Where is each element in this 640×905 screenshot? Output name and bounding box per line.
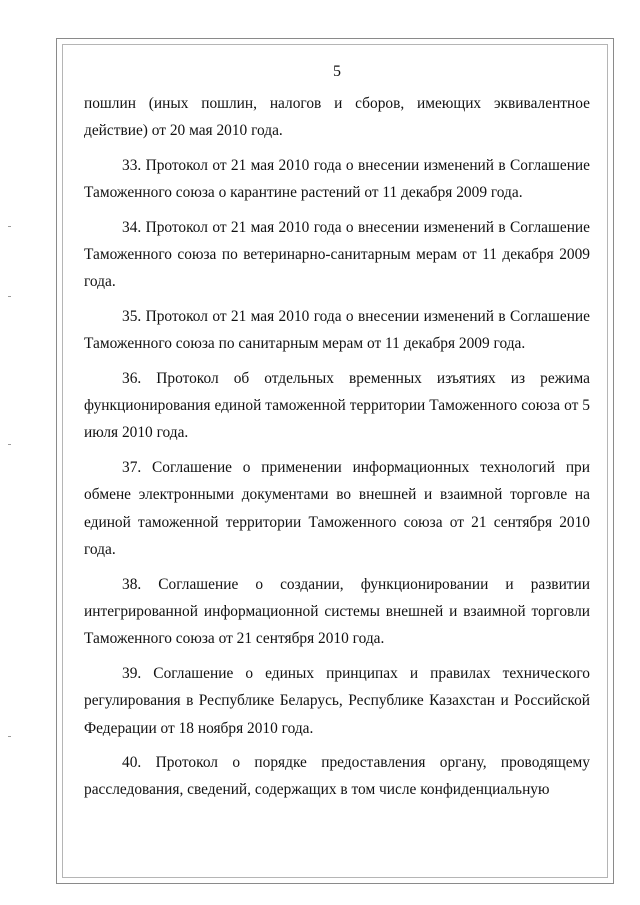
paragraph-item-40: 40. Протокол о порядке предоставления органу, проводящему расследования, сведений, содержащих в том числе конфиденциальную — [84, 753, 590, 799]
margin-mark — [8, 226, 11, 227]
document-body — [84, 62, 590, 811]
margin-mark — [8, 736, 11, 737]
page-number: 5 — [333, 63, 341, 80]
paragraph-continuation: пошлин (иных пошлин, налогов и сборов, имеющих эквивалентное действие) от 20 мая 2010 года. — [84, 95, 590, 140]
paragraph-item-37: 37. Соглашение о применении информационных технологий при обмене электронными документами во внешней и взаимной торговле на единой таможенной территории Таможенного союза от 21 сентября 2010 года. — [84, 458, 590, 559]
margin-mark — [8, 444, 11, 445]
margin-mark — [8, 296, 11, 297]
paragraph-item-35: 35. Протокол от 21 мая 2010 года о внесении изменений в Соглашение Таможенного союза по санитарным мерам от 11 декабря 2009 года. — [84, 307, 590, 353]
paragraph-item-33: 33. Протокол от 21 мая 2010 года о внесении изменений в Соглашение Таможенного союза о карантине растений от 11 декабря 2009 года. — [84, 156, 590, 202]
paragraph-item-34: 34. Протокол от 21 мая 2010 года о внесении изменений в Соглашение Таможенного союза по ветеринарно-санитарным мерам от 11 декабря 2009 года. — [84, 218, 590, 291]
paragraph-item-38: 38. Соглашение о создании, функционировании и развитии интегрированной информационной системы внешней и взаимной торговли Таможенного союза от 21 сентября 2010 года. — [84, 575, 590, 648]
paragraph-item-39: 39. Соглашение о единых принципах и правилах технического регулирования в Республике Беларусь, Республике Казахстан и Российской Федерации от 18 ноября 2010 года. — [84, 664, 590, 737]
paragraph-item-36: 36. Протокол об отдельных временных изъятиях из режима функционирования единой таможенной территории Таможенного союза от 5 июля 2010 года. — [84, 369, 590, 442]
